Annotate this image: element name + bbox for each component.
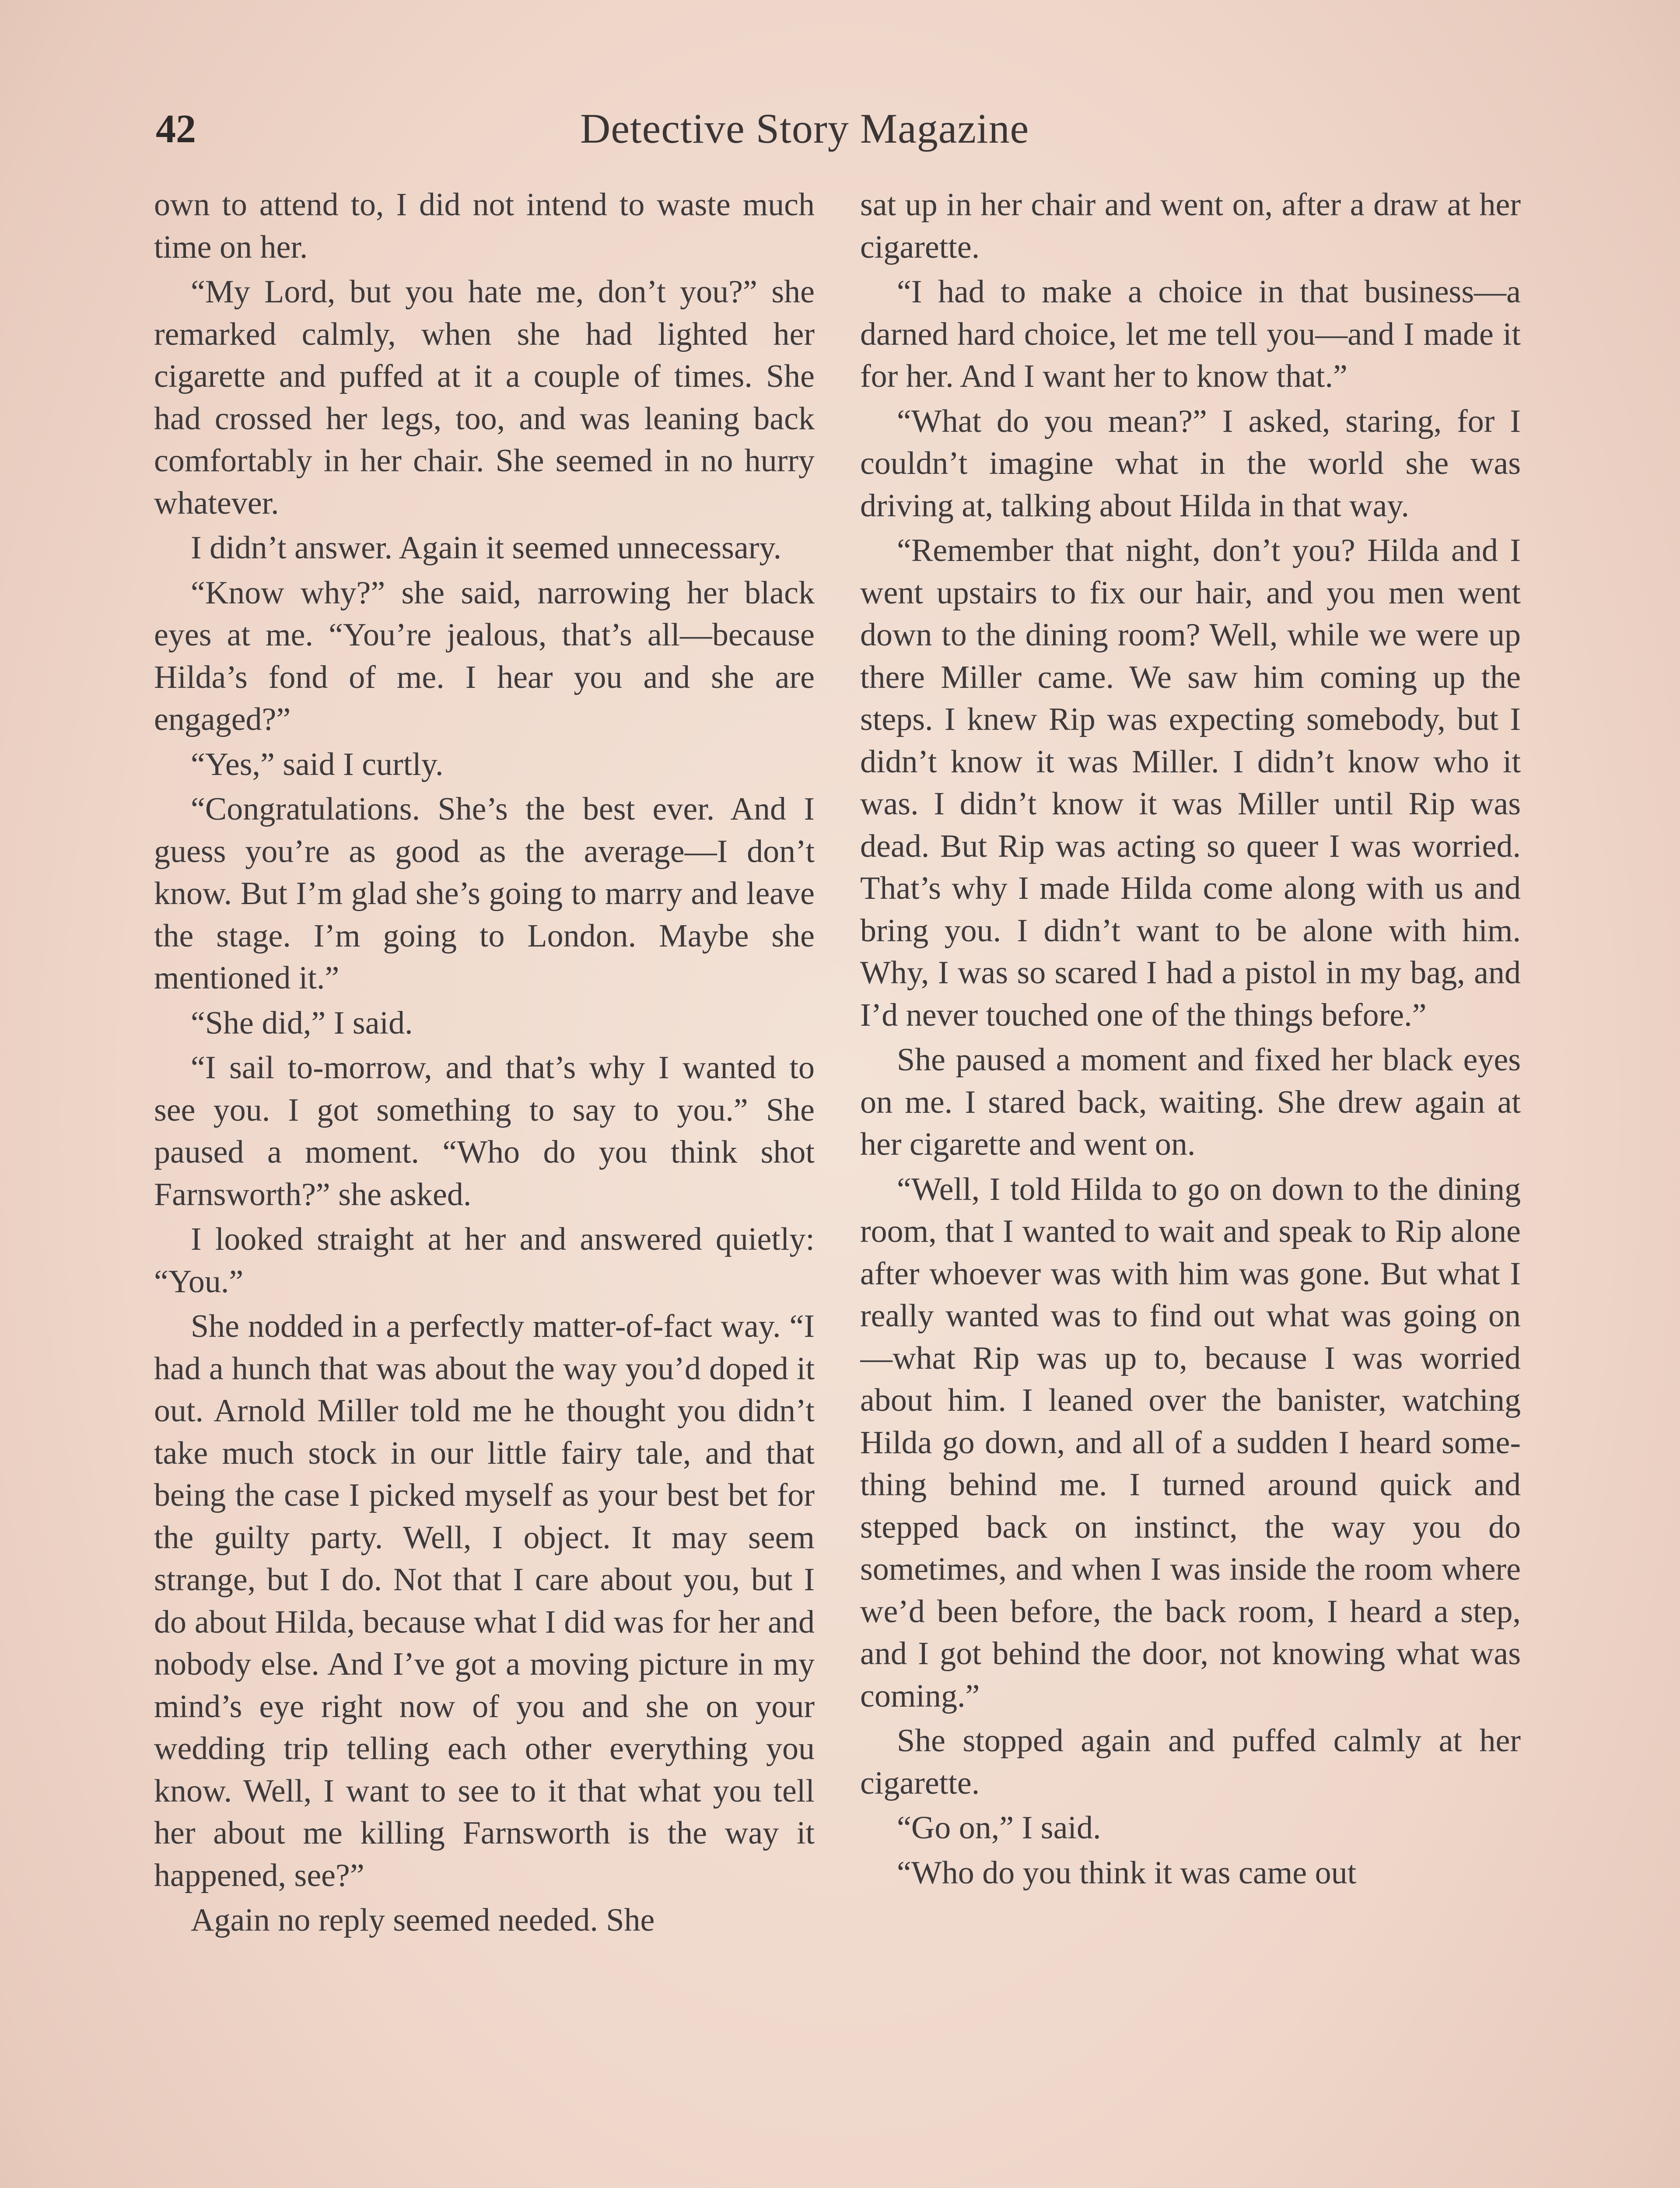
running-head: Detective Story Magazine [580, 105, 1029, 152]
paragraph: “My Lord, but you hate me, don’t you?” she remarked calmly, when she had lighted her cigarette and puffed at it a couple of times. She had crossed her legs, too, and was leaning back comfortably in her chair. She seemed in no hurry whatever. [154, 274, 815, 521]
right-column [860, 184, 1521, 2188]
paragraph: “She did,” I said. [191, 1005, 413, 1041]
paragraph: She nodded in a perfectly matter-of-fact way. “I had a hunch that was about the way you’d doped it out. Arnold Miller told me he thought you didn’t take much stock in our little fairy tale, and that being the case I picked myself as your best bet for the guilty party. Well, I object. It may seem strange, but I do. Not that I care about you, but I do about Hilda, because what I did was for her and nobody else. And I’ve got a moving picture in my mind’s eye right now of you and she on your wedding trip telling each other everything you know. Well, I want to see to it that what you tell her about me killing Farnsworth is the way it happened, see?” [154, 1308, 815, 1893]
paragraph: “Remember that night, don’t you? Hilda and I went upstairs to fix our hair, and you men went down to the dining room? Well, while we were up there Miller came. We saw him coming up the steps. I knew Rip was expecting somebody, but I didn’t know it was Miller. I didn’t know who it was. I didn’t know it was Miller until Rip was dead. But Rip was acting so queer I was worried. That’s why I made Hilda come along with us and bring you. I didn’t want to be alone with him. Why, I was so scared I had a pistol in my bag, and I’d never touched one of the things before.” [860, 533, 1521, 1033]
paragraph: sat up in her chair and went on, after a draw at her cigarette. [860, 187, 1521, 265]
paragraph: “Who do you think it was came out [897, 1855, 1357, 1891]
paragraph: I looked straight at her and answered quietly: “You.” [154, 1221, 815, 1300]
paragraph: “Congratulations. She’s the best ever. And I guess you’re as good as the average—I don’t know. But I’m glad she’s going to marry and leave the stage. I’m going to London. Maybe she mentioned it.” [154, 791, 815, 996]
paragraph: Again no reply seemed needed. She [191, 1902, 655, 1938]
paragraph: “Well, I told Hilda to go on down to the dining room, that I wanted to wait and speak to Rip alone after whoever was with him was gone. But what I really wanted was to find out what was going on—what Rip was up to, because I was worried about him. I leaned over the banister, watching Hilda go down, and all of a sudden I heard something behind me. I turned around quick and stepped back on instinct, the way you do sometimes, and when I was inside the room where we’d been before, the back room, I heard a step, and I got behind the door, not knowing what was coming.” [860, 1171, 1521, 1714]
paragraph: “Know why?” she said, narrowing her black eyes at me. “You’re jealous, that’s all—because Hilda’s fond of me. I hear you and she are engaged?” [154, 575, 815, 737]
paragraph: She paused a moment and fixed her black eyes on me. I stared back, waiting. She drew again at her cigarette and went on. [860, 1042, 1521, 1162]
page-header [156, 98, 1556, 159]
paragraph: “I sail to-morrow, and that’s why I wanted to see you. I got something to say to you.” She paused a moment. “Who do you think shot Farnsworth?” she asked. [154, 1050, 815, 1213]
paragraph: own to attend to, I did not intend to waste much time on her. [154, 187, 815, 265]
paragraph: “What do you mean?” I asked, staring, for I couldn’t imagine what in the world she was driving at, talking about Hilda in that way. [860, 403, 1521, 524]
left-column [154, 184, 815, 2188]
paragraph: “Yes,” said I curtly. [191, 746, 444, 782]
paragraph: She stopped again and puffed calmly at her cigarette. [860, 1723, 1521, 1801]
paragraph: “Go on,” I said. [897, 1810, 1101, 1846]
paragraph: “I had to make a choice in that business—a darned hard choice, let me tell you—and I made it for her. And I want her to know that.” [860, 274, 1521, 394]
page-number: 42 [156, 106, 196, 151]
paragraph: I didn’t answer. Again it seemed unnecessary. [191, 530, 782, 566]
